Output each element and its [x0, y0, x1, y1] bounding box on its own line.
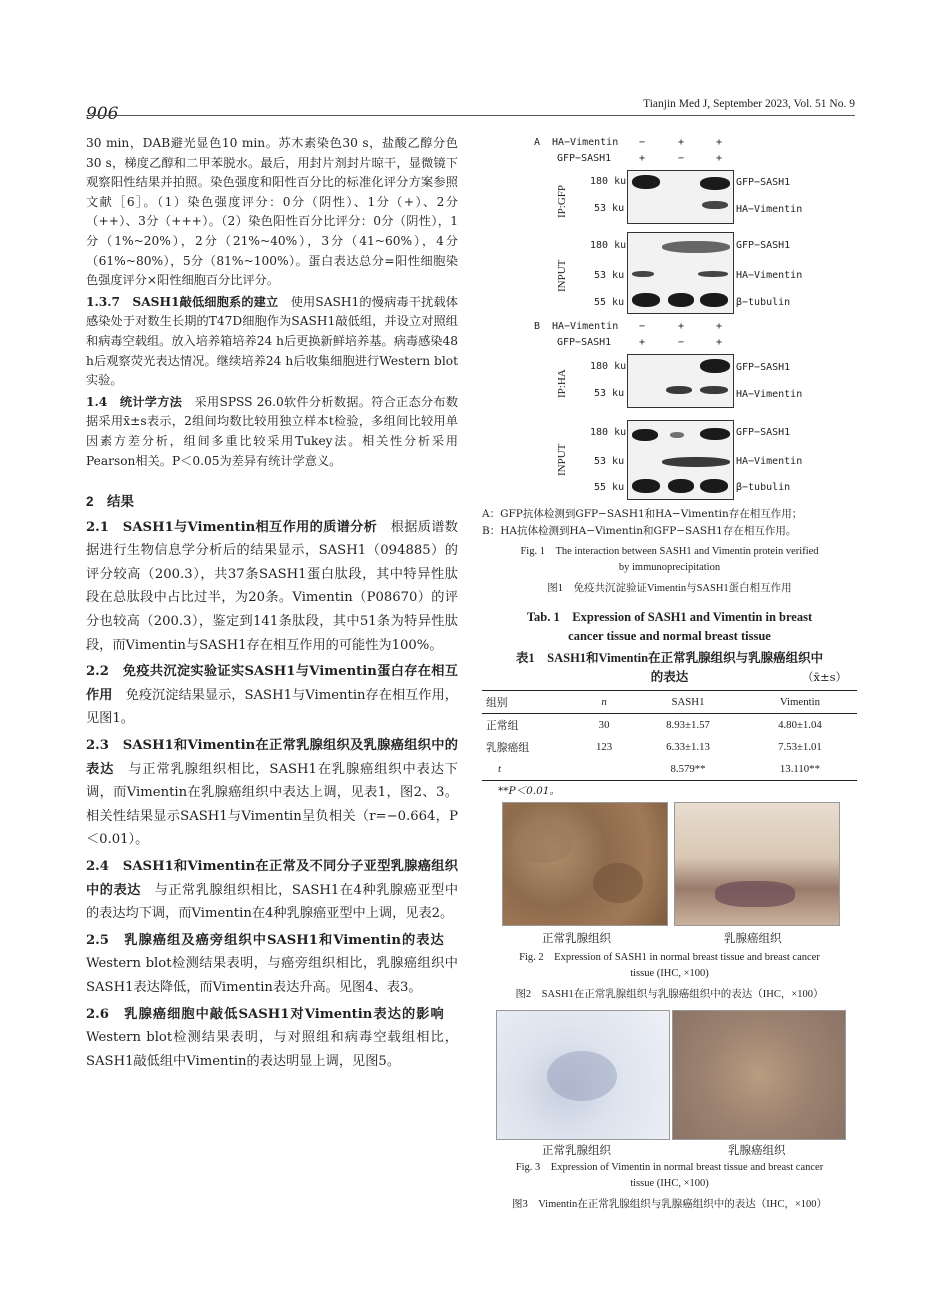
ihc-image-normal-sash1: [502, 802, 668, 926]
table-cell: 123: [595, 741, 613, 753]
marker-55: 55 ku: [594, 297, 625, 308]
band-label-tubulin: β−tubulin: [736, 297, 791, 308]
section-2-2: [86, 660, 458, 731]
band: [698, 271, 728, 277]
section-body: 根据质谱数据进行生物信息学分析后的结果显示，SASH1（094885）的评分较高（200.3），共37条SASH1蛋白肽段，其中特异性肽段在总肽段中占比过半，为20条。Vimentin（P08670）的评分也较高（200.3），鉴定到141条肽段，其中51条为特异性肽段，而Vimentin与SASH1存在相互作用的可能性为100%。: [86, 519, 458, 653]
band: [700, 428, 730, 440]
input-label: INPUT: [556, 443, 568, 476]
band-label-sash1: GFP−SASH1: [736, 177, 791, 188]
marker-55: 55 ku: [594, 482, 625, 493]
table-1-title-cn: 表1 SASH1和Vimentin在正常乳腺组织与乳腺癌组织中: [515, 651, 824, 665]
ha-vimentin-row-label: HA−Vimentin: [552, 137, 619, 148]
ihc-image-cancer-sash1: [674, 802, 840, 926]
left-column: [86, 134, 458, 1073]
band: [668, 479, 694, 493]
sign: +: [639, 153, 646, 164]
panel-b-label: B: [534, 321, 541, 332]
band-label-sash1: GFP−SASH1: [736, 362, 791, 373]
band: [702, 201, 728, 209]
ip-ha-label: IP:HA: [556, 369, 568, 398]
section-body: 免疫沉淀结果显示，SASH1与Vimentin存在相互作用，见图1。: [86, 687, 458, 727]
figure-1-note-b: B：HA抗体检测到HA−Vimentin和GFP−SASH1存在相互作用。: [482, 525, 797, 537]
band: [700, 359, 730, 373]
section-body: Western blot检测结果表明，与癌旁组织相比，乳腺癌组织中SASH1表达降低，而Vimentin表达升高。见图4、表3。: [86, 932, 458, 995]
section-2-3: [86, 734, 458, 852]
sign: +: [716, 137, 723, 148]
figure-2-caption-en-2: tissue (IHC, ×100): [630, 968, 709, 979]
band: [700, 177, 730, 190]
marker-180: 180 ku: [590, 176, 627, 187]
marker-53: 53 ku: [594, 270, 625, 281]
figure-1-caption-en: Fig. 1 The interaction between SASH1 and Vimentin protein verified: [520, 546, 819, 557]
tissue-texture: [513, 823, 573, 863]
sign: +: [678, 137, 685, 148]
col-header: 组别: [486, 696, 508, 709]
tissue-texture: [593, 863, 643, 903]
table-1-title-en-2: cancer tissue and normal breast tissue: [568, 629, 771, 643]
section-2-6: [86, 1003, 458, 1074]
figure-1-note-a: A：GFP抗体检测到GFP−SASH1和HA−Vimentin存在相互作用；: [482, 508, 803, 520]
band-label-vimentin: HA−Vimentin: [736, 270, 803, 281]
table-row: [482, 714, 857, 737]
section-body: 与正常乳腺组织相比，SASH1在4种乳腺癌亚型中的表达均下调，而Vimentin在4种乳腺癌亚型中上调，见表2。: [86, 882, 459, 922]
figure-1-caption-en-2: by immunoprecipitation: [618, 562, 721, 573]
gfp-sash1-row-label: GFP−SASH1: [557, 153, 612, 164]
figure-3-caption-cn: 图3 Vimentin在正常乳腺组织与乳腺癌组织中的表达（IHC，×100）: [511, 1199, 828, 1210]
section-heading: 1.4 统计学方法: [86, 394, 183, 409]
table-header-row: [482, 691, 857, 714]
sign: −: [639, 321, 646, 332]
figure-3-caption-en: Fig. 3 Expression of Vimentin in normal breast tissue and breast cancer: [515, 1162, 824, 1173]
band: [632, 271, 654, 277]
figure-2-label-cancer: 乳腺癌组织: [724, 931, 782, 945]
input-blot: [627, 232, 734, 314]
table-cell: 乳腺癌组: [486, 741, 530, 754]
page-number: 906: [86, 104, 119, 124]
col-header: n: [601, 696, 607, 708]
figure-1-caption-cn: 图1 免疫共沉淀验证Vimentin与SASH1蛋白相互作用: [547, 583, 792, 594]
section-body: 使用SASH1的慢病毒干扰载体感染处于对数生长期的T47D细胞作为SASH1敲低组，并设立对照组和病毒空载组。放入培养箱培养24 h后更换新鲜培养基。病毒感染48 h后观察荧光表达情况。继续培养24 h后收集细胞进行Western blot实验。: [86, 294, 458, 388]
sign: +: [678, 321, 685, 332]
figure-2-caption-en: Fig. 2 Expression of SASH1 in normal breast tissue and breast cancer: [519, 952, 820, 963]
table-1-note: **P＜0.01。: [498, 785, 560, 797]
sign: +: [716, 337, 723, 348]
band: [668, 293, 694, 307]
section-2-1: [86, 516, 458, 658]
band: [700, 479, 728, 493]
band: [662, 241, 730, 253]
tissue-texture: [547, 1051, 617, 1101]
table-cell: 13.110**: [779, 763, 820, 775]
section-heading: 2.6 乳腺癌细胞中敲低SASH1对Vimentin表达的影响: [86, 1006, 445, 1022]
section-body: Western blot检测结果表明，与对照组和病毒空载组相比，SASH1敲低组中Vimentin的表达明显上调，见图5。: [86, 1006, 458, 1069]
sign: −: [639, 137, 646, 148]
section-2-4: [86, 855, 458, 926]
table-cell: 正常组: [486, 719, 519, 732]
band-label-vimentin: HA−Vimentin: [736, 456, 803, 467]
band-label-sash1: GFP−SASH1: [736, 427, 791, 438]
band: [632, 293, 660, 307]
band-label-vimentin: HA−Vimentin: [736, 204, 803, 215]
ip-ha-blot: [627, 354, 734, 408]
gfp-sash1-row-label: GFP−SASH1: [557, 337, 612, 348]
ip-gfp-blot: [627, 170, 734, 224]
table-1: [482, 690, 857, 781]
table-cell: 30: [598, 719, 610, 731]
header-rule: [86, 115, 855, 116]
marker-53: 53 ku: [594, 388, 625, 399]
col-header: Vimentin: [779, 696, 820, 708]
figure-3-label-cancer: 乳腺癌组织: [728, 1143, 786, 1157]
table-row: [482, 758, 857, 781]
table-cell: 4.80±1.04: [778, 719, 822, 731]
section-heading: 2.1 SASH1与Vimentin相互作用的质谱分析: [86, 519, 378, 535]
band: [666, 386, 692, 394]
figure-2-caption-cn: 图2 SASH1在正常乳腺组织与乳腺癌组织中的表达（IHC，×100）: [515, 989, 824, 1000]
ihc-image-cancer-vimentin: [672, 1010, 846, 1140]
running-head: Tianjin Med J, September 2023, Vol. 51 No. 9: [643, 98, 855, 110]
table-1-title-en: Tab. 1 Expression of SASH1 and Vimentin in breast: [526, 610, 813, 624]
figure-3-label-normal: 正常乳腺组织: [542, 1143, 611, 1157]
band: [632, 175, 660, 189]
table-cell: 8.579**: [670, 763, 706, 775]
marker-180: 180 ku: [590, 427, 627, 438]
section-heading: 2.5 乳腺癌组及癌旁组织中SASH1和Vimentin的表达: [86, 932, 445, 948]
section-body: 采用SPSS 26.0软件分析数据。符合正态分布数据采用x̄±s表示，2组间均数比较用独立样本t检验，多组间比较用单因素方差分析，组间多重比较采用Tukey法。相关性分析采用Pearson相关。P＜0.05为差异有统计学意义。: [86, 394, 459, 468]
results-heading: 2 结果: [86, 494, 135, 510]
figure-3-caption-en-2: tissue (IHC, ×100): [630, 1178, 709, 1189]
band-label-sash1: GFP−SASH1: [736, 240, 791, 251]
sign: −: [678, 153, 685, 164]
section-1-3-7: [86, 293, 458, 391]
section-heading: 2.3 SASH1和Vimentin在正常乳腺组织及乳腺癌组织中的表达: [86, 738, 458, 777]
table-row: [482, 736, 857, 758]
table-cell: 7.53±1.01: [778, 741, 822, 753]
sign: −: [678, 337, 685, 348]
band: [700, 386, 728, 394]
band: [700, 293, 728, 307]
section-heading: 1.3.7 SASH1敲低细胞系的建立: [86, 294, 279, 309]
input-label: INPUT: [556, 259, 568, 292]
marker-180: 180 ku: [590, 361, 627, 372]
table-cell: 6.33±1.13: [666, 741, 710, 753]
band-label-vimentin: HA−Vimentin: [736, 389, 803, 400]
table-1-title-cn-2: 的表达: [650, 670, 689, 684]
table-cell: 8.93±1.57: [666, 719, 710, 731]
band-label-tubulin: β−tubulin: [736, 482, 791, 493]
band: [632, 479, 660, 493]
section-heading: 2.2 免疫共沉淀实验证实SASH1与Vimentin蛋白存在相互作用: [86, 664, 458, 703]
section-2-5: [86, 929, 458, 1000]
section-heading: 2.4 SASH1和Vimentin在正常及不同分子亚型乳腺癌组织中的表达: [86, 859, 458, 898]
table-1-unit: （x̄±s）: [801, 670, 847, 684]
ip-gfp-label: IP:GFP: [556, 184, 568, 218]
section-body: 与正常乳腺组织相比，SASH1在乳腺癌组织中表达下调，而Vimentin在乳腺癌组织中表达上调，见表1，图2、3。相关性结果显示SASH1与Vimentin呈负相关（r=−0.664，P＜0.01）。: [86, 761, 458, 848]
ihc-image-normal-vimentin: [496, 1010, 670, 1140]
figure-2-label-normal: 正常乳腺组织: [542, 931, 611, 945]
sign: +: [716, 153, 723, 164]
ha-vimentin-row-label: HA−Vimentin: [552, 321, 619, 332]
sign: +: [716, 321, 723, 332]
tissue-texture: [715, 881, 795, 907]
input-blot: [627, 420, 734, 500]
sign: +: [639, 337, 646, 348]
panel-a-label: A: [534, 137, 541, 148]
col-header: SASH1: [671, 696, 705, 708]
marker-53: 53 ku: [594, 203, 625, 214]
section-1-4: [86, 393, 458, 471]
marker-180: 180 ku: [590, 240, 627, 251]
table-cell: t: [498, 763, 501, 775]
marker-53: 53 ku: [594, 456, 625, 467]
band: [632, 429, 658, 441]
table-cell: [575, 758, 633, 781]
band: [670, 432, 684, 438]
band: [662, 457, 730, 467]
methods-paragraph: 30 min，DAB避光显色10 min。苏木素染色30 s，盐酸乙醇分色30 s，梯度乙醇和二甲苯脱水。最后，用封片剂封片晾干，显微镜下观察阳性结果并拍照。染色强度和阳性百分比的标准化评分方案参照文献［6］。（1）染色强度评分：0分（阴性）、1分（+）、2分（++）、3分（+++）。（2）染色阳性百分比评分：0分（阴性），1分（1%~20%），2分（21%~40%），3分（41~60%），4分（61%~80%），5分（81%~100%）。蛋白表达总分=阳性细胞染色强度评分×阳性细胞百分比评分。: [86, 136, 458, 288]
